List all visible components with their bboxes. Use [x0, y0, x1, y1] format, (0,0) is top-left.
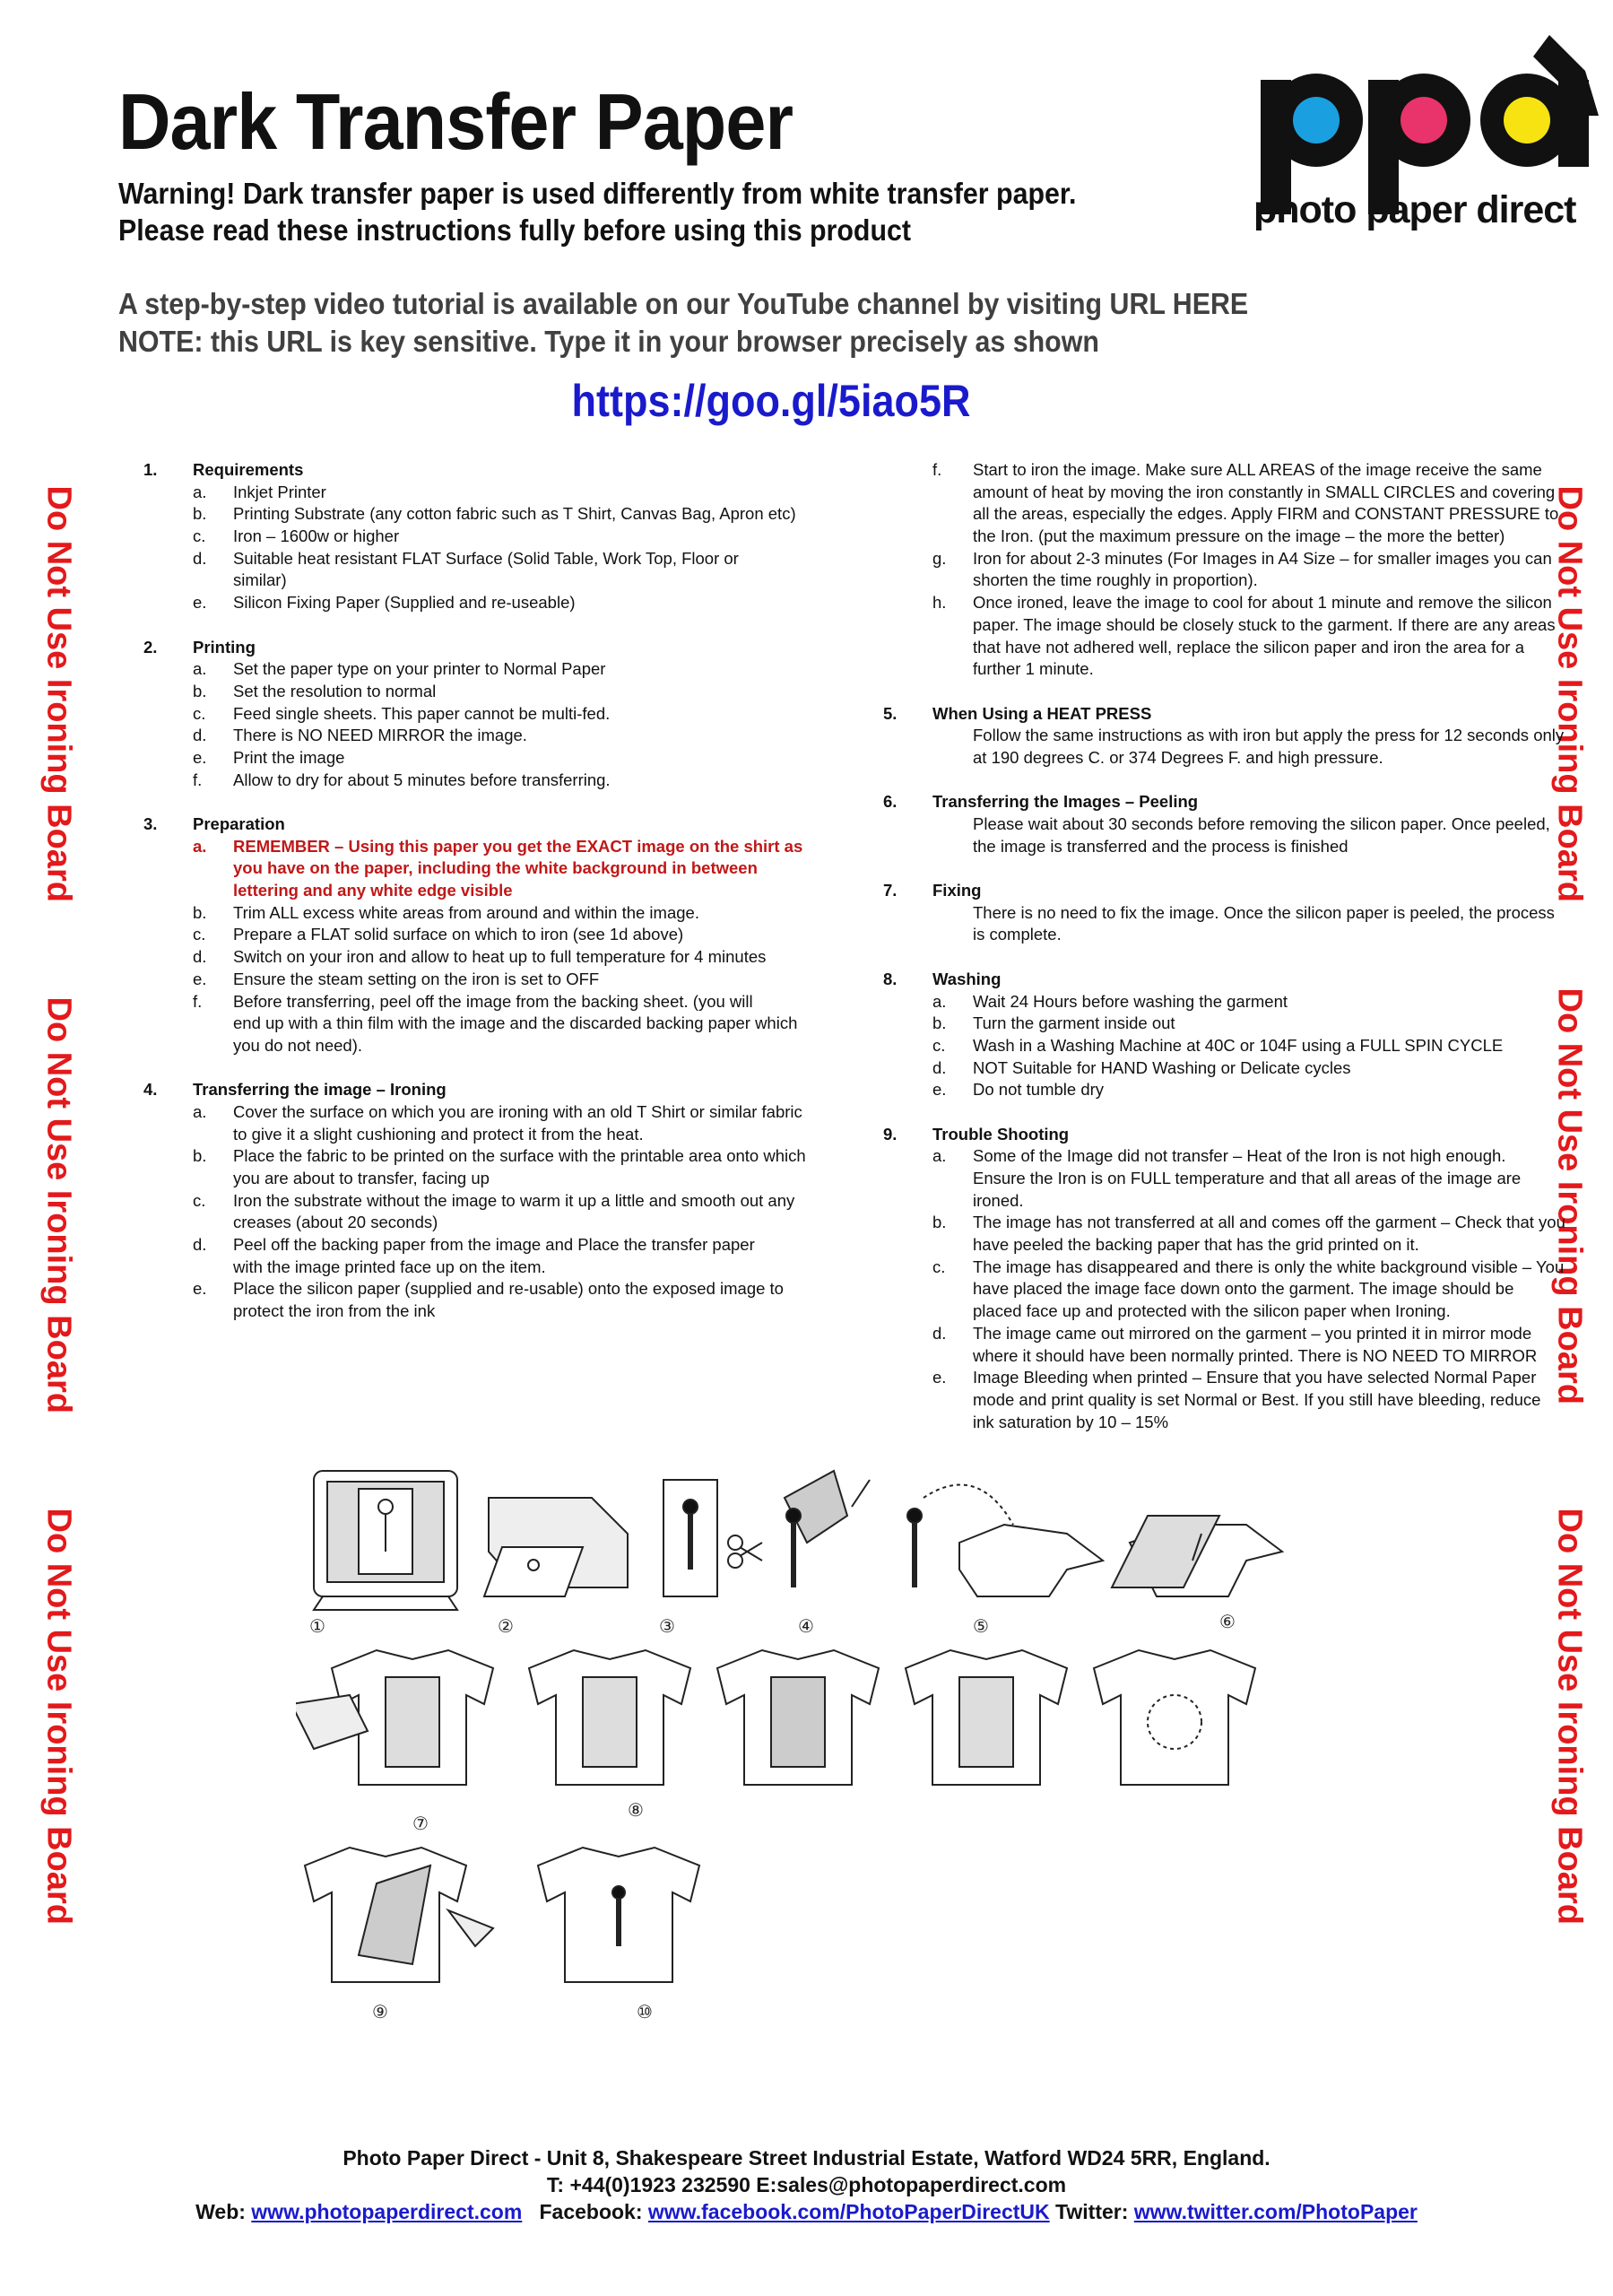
item-text: Print the image [233, 747, 345, 767]
item-text: Place the fabric to be printed on the surface with the printable area onto which [233, 1146, 806, 1166]
item-number: e. [932, 1080, 947, 1100]
instruction-line [883, 770, 1547, 792]
tutorial-line-1: A step-by-step video tutorial is available on our YouTube channel by visiting URL HERE [118, 287, 1249, 320]
section-heading [883, 791, 1547, 813]
side-label-right-1: Do Not Use Ironing Board [1550, 485, 1589, 902]
item-number: c. [932, 1035, 946, 1055]
instruction-line [883, 658, 1547, 681]
item-number: a. [193, 1101, 207, 1121]
item-number: e. [193, 1279, 207, 1299]
item-number: h. [932, 593, 947, 613]
instruction-line [883, 1234, 1547, 1257]
step-label-7: ⑦ [412, 1813, 429, 1834]
footer-contact: T: +44(0)1923 232590 E:sales@photopaperdirect.com [546, 2173, 1067, 2196]
item-number: c. [193, 703, 206, 723]
instruction-line [883, 1278, 1547, 1300]
item-text: paper. The image should be closely stuck to the garment. If there are any areas [973, 614, 1556, 634]
item-number: b. [193, 504, 207, 524]
item-text: Wash in a Washing Machine at 40C or 104F using a FULL SPIN CYCLE [973, 1035, 1504, 1055]
instruction-line [883, 570, 1547, 592]
item-text: There is NO NEED MIRROR the image. [233, 726, 527, 745]
item-text: Silicon Fixing Paper (Supplied and re-useable) [233, 593, 576, 613]
page-title: Dark Transfer Paper [118, 77, 793, 166]
instruction-line [143, 548, 825, 570]
instruction-line [143, 747, 825, 770]
instruction-line [143, 526, 825, 548]
step-1-monitor [314, 1471, 457, 1610]
item-number: a. [932, 1146, 947, 1166]
item-number: d. [193, 548, 207, 568]
item-text: similar) [233, 570, 287, 590]
instruction-line [143, 791, 825, 813]
side-label-left-2: Do Not Use Ironing Board [39, 996, 78, 1413]
instruction-line [883, 1257, 1565, 1279]
item-text: Suitable heat resistant FLAT Surface (Solid Table, Work Top, Floor or [233, 548, 739, 568]
instruction-line [143, 725, 825, 747]
item-text: all the areas, especially the edges. Apply FIRM and CONSTANT PRESSURE to [973, 504, 1559, 524]
item-text: placed face up and protected with the silicon paper when Ironing. [973, 1301, 1451, 1321]
item-text: Transferring the Images – Peeling [932, 792, 1199, 812]
instruction-line [143, 902, 825, 925]
footer-facebook-label: Facebook: [522, 2200, 648, 2223]
instruction-line [143, 1057, 825, 1080]
item-text: Set the resolution to normal [233, 681, 437, 700]
instruction-line [143, 1300, 825, 1323]
section-heading [883, 1124, 1547, 1146]
item-number: c. [932, 1257, 946, 1276]
item-text: Iron for about 2-3 minutes (For Images in A4 Size – for smaller images you can [973, 548, 1552, 568]
item-number: c. [193, 526, 206, 546]
instruction-line [883, 1013, 1547, 1035]
item-text: The image came out mirrored on the garment – you printed it in mirror mode [973, 1323, 1532, 1343]
instruction-line [883, 482, 1556, 504]
step-3-cut [663, 1480, 762, 1596]
instruction-line [143, 703, 825, 726]
step-label-4: ④ [798, 1615, 814, 1637]
instruction-line [143, 924, 825, 946]
instruction-line [143, 503, 825, 526]
instruction-line [143, 969, 825, 991]
footer-web-label: Web: [195, 2200, 252, 2223]
instruction-line [883, 747, 1547, 770]
instruction-line [883, 813, 1550, 836]
instruction-line [883, 526, 1547, 548]
section-heading [883, 969, 1547, 991]
item-text: Transferring the image – Ironing [193, 1080, 447, 1100]
item-text: further 1 minute. [973, 659, 1094, 679]
item-text: The image has disappeared and there is only the white background visible – You [973, 1257, 1565, 1276]
item-number: b. [932, 1013, 947, 1033]
section-heading [883, 703, 1547, 726]
instruction-line [883, 681, 1547, 703]
item-number: f. [193, 991, 203, 1011]
instruction-line [143, 1101, 825, 1124]
item-number: 2. [143, 637, 158, 657]
item-text: NOT Suitable for HAND Washing or Delicate cycles [973, 1057, 1351, 1077]
item-number: f. [193, 770, 203, 789]
item-number: 9. [883, 1124, 898, 1144]
item-text: shorten the time roughly in proportion). [973, 570, 1258, 590]
item-text: Cover the surface on which you are ironing with an old T Shirt or similar fabric [233, 1101, 802, 1121]
item-text: Allow to dry for about 5 minutes before transferring. [233, 770, 611, 789]
instruction-line [883, 1300, 1547, 1323]
instruction-line [143, 614, 825, 637]
item-text: to give it a slight cushioning and protect it from the heat. [233, 1124, 644, 1144]
item-number: d. [932, 1057, 947, 1077]
instruction-line [883, 1323, 1547, 1345]
instruction-line [143, 770, 825, 792]
section-heading [883, 880, 1547, 902]
item-text: the image is transferred and the process is finished [973, 836, 1349, 856]
item-text: have placed the image face down onto the garment. The image should be [973, 1279, 1514, 1299]
instruction-line [883, 1190, 1547, 1213]
item-text: Fixing [932, 881, 982, 900]
item-text: creases (about 20 seconds) [233, 1213, 438, 1232]
item-text: Trim ALL excess white areas from around and within the image. [233, 902, 699, 922]
instruction-line [143, 1234, 825, 1257]
instruction-line [883, 1057, 1547, 1080]
item-number: 7. [883, 881, 898, 900]
instruction-line [883, 991, 1547, 1013]
instruction-line [143, 991, 825, 1013]
side-label-right-2: Do Not Use Ironing Board [1550, 987, 1589, 1405]
item-text: Before transferring, peel off the image from the backing sheet. (you will [233, 991, 753, 1011]
item-text: Trouble Shooting [932, 1124, 1070, 1144]
item-number: a. [193, 836, 207, 856]
section-heading [143, 459, 825, 482]
item-number: 8. [883, 969, 898, 988]
item-text: you have on the paper, including the white background in between [233, 858, 758, 878]
item-text: Wait 24 Hours before washing the garment [973, 991, 1288, 1011]
item-text: Image Bleeding when printed – Ensure that you have selected Normal Paper [973, 1368, 1537, 1387]
item-text: where it should have been normally printed. There is NO NEED TO MIRROR [973, 1345, 1538, 1365]
item-number: b. [193, 1146, 207, 1166]
step-4-peel [785, 1471, 870, 1587]
item-text: There is no need to fix the image. Once the silicon paper is peeled, the process [973, 902, 1555, 922]
instruction-line [143, 1190, 825, 1213]
instruction-line [143, 592, 825, 614]
step-7-iron [296, 1650, 493, 1785]
step-6-silicon [1112, 1516, 1282, 1596]
item-number: b. [932, 1213, 947, 1232]
instruction-line [143, 658, 825, 681]
item-text: Switch on your iron and allow to heat up to full temperature for 4 minutes [233, 947, 767, 967]
step-label-1: ① [309, 1615, 325, 1637]
item-number: e. [193, 593, 207, 613]
instruction-line [143, 946, 825, 969]
item-number: b. [193, 681, 207, 700]
item-text: Inkjet Printer [233, 482, 326, 501]
instruction-line [883, 1389, 1547, 1412]
item-number: 3. [143, 814, 158, 833]
instruction-line [883, 503, 1559, 526]
instruction-line [143, 836, 825, 858]
logo-text: photo paper direct [1253, 188, 1576, 231]
item-text: REMEMBER – Using this paper you get the EXACT image on the shirt as [233, 836, 803, 856]
step-10-finished [538, 1848, 699, 1982]
footer-facebook-link[interactable]: www.facebook.com/PhotoPaperDirectUK [647, 2200, 1050, 2223]
item-number: 1. [143, 460, 158, 479]
instruction-line [883, 1412, 1547, 1434]
item-number: e. [193, 969, 207, 988]
footer-links [0, 2200, 1613, 2224]
item-text: Peel off the backing paper from the image and Place the transfer paper [233, 1235, 755, 1255]
item-text: Once ironed, leave the image to cool for about 1 minute and remove the silicon [973, 593, 1552, 613]
side-label-right-3: Do Not Use Ironing Board [1550, 1508, 1589, 1925]
item-number: d. [193, 947, 207, 967]
instruction-line [143, 681, 825, 703]
item-number: a. [193, 659, 207, 679]
item-text: Preparation [193, 814, 285, 833]
instruction-line [143, 880, 825, 902]
item-text: at 190 degrees C. or 374 Degrees F. and high pressure. [973, 747, 1383, 767]
instruction-line [883, 592, 1552, 614]
item-text: with the image printed face up on the item. [233, 1257, 546, 1276]
step-label-8: ⑧ [628, 1799, 644, 1821]
instruction-line [143, 1168, 825, 1190]
instruction-line [143, 1257, 825, 1279]
step-label-10: ⑩ [637, 2001, 653, 2022]
item-number: d. [193, 1235, 207, 1255]
section-heading [143, 813, 825, 836]
item-text: Ensure the Iron is on FULL temperature and that all areas of the image are [973, 1169, 1522, 1187]
item-text: Washing [932, 969, 1002, 988]
footer-web-link[interactable]: www.photopaperdirect.com [251, 2200, 523, 2223]
instruction-line [883, 902, 1555, 925]
item-number: g. [932, 548, 947, 568]
item-text: is complete. [973, 925, 1062, 944]
item-text: Turn the garment inside out [973, 1013, 1175, 1033]
step-8-ironing-shirts [529, 1650, 1255, 1785]
item-text: mode and print quality is set Normal or Best. If you still have bleeding, reduce [973, 1389, 1541, 1409]
instruction-line [883, 924, 1547, 946]
item-text: When Using a HEAT PRESS [932, 703, 1152, 723]
instruction-line [143, 1212, 825, 1234]
item-text: you do not need). [233, 1035, 362, 1055]
instruction-line [883, 1145, 1547, 1168]
instruction-line [883, 459, 1547, 482]
item-text: Feed single sheets. This paper cannot be multi-fed. [233, 703, 611, 723]
item-text: ink saturation by 10 – 15% [973, 1412, 1169, 1431]
item-text: Prepare a FLAT solid surface on which to iron (see 1d above) [233, 925, 684, 944]
item-text: that have not adhered well, replace the silicon paper and iron the area for a [973, 637, 1525, 657]
item-text: Follow the same instructions as with iron but apply the press for 12 seconds only [973, 726, 1565, 745]
item-number: b. [193, 902, 207, 922]
instruction-line [883, 1079, 1547, 1101]
step-label-5: ⑤ [973, 1615, 989, 1637]
instruction-line [883, 1345, 1547, 1368]
step-label-2: ② [498, 1615, 514, 1637]
section-heading [143, 637, 825, 659]
item-number: 6. [883, 792, 898, 812]
instruction-line [883, 637, 1547, 659]
instructions-right-column [883, 459, 1565, 1433]
step-2-printer [484, 1498, 628, 1596]
instruction-line [883, 1367, 1547, 1389]
item-text: Printing [193, 637, 256, 657]
instruction-line [143, 570, 825, 592]
warning-line-1: Warning! Dark transfer paper is used differently from white transfer paper. [118, 177, 1077, 210]
item-number: a. [193, 482, 207, 501]
footer-address: Photo Paper Direct - Unit 8, Shakespeare Street Industrial Estate, Watford WD24 5RR, England. [343, 2146, 1270, 2170]
step-5-position [907, 1484, 1103, 1596]
instruction-line [883, 1101, 1547, 1124]
item-text: you are about to transfer, facing up [233, 1169, 490, 1187]
instruction-line [143, 857, 825, 880]
item-number: e. [932, 1368, 947, 1387]
item-number: f. [932, 460, 942, 479]
item-number: c. [193, 925, 206, 944]
instructions-left-column [143, 459, 825, 1323]
item-text: Ensure the steam setting on the iron is set to OFF [233, 969, 600, 988]
side-label-left-1: Do Not Use Ironing Board [39, 485, 78, 902]
item-text: Do not tumble dry [973, 1080, 1105, 1100]
instruction-line [143, 1124, 825, 1146]
step-label-3: ③ [659, 1615, 675, 1637]
item-number: a. [932, 991, 947, 1011]
item-text: Start to iron the image. Make sure ALL AREAS of the image receive the same [973, 460, 1542, 479]
item-text: protect the iron from the ink [233, 1301, 436, 1321]
item-text: Iron – 1600w or higher [233, 526, 400, 546]
section-heading [143, 1079, 825, 1101]
item-text: Iron the substrate without the image to warm it up a little and smooth out any [233, 1190, 795, 1210]
item-text: lettering and any white edge visible [233, 881, 513, 900]
item-text: Some of the Image did not transfer – Heat of the Iron is not high enough. [973, 1146, 1506, 1166]
instruction-line [143, 1035, 825, 1057]
tutorial-line-2: NOTE: this URL is key sensitive. Type it in your browser precisely as shown [118, 325, 1099, 358]
item-number: d. [193, 726, 207, 745]
instruction-line [143, 1278, 825, 1300]
footer-twitter-label: Twitter: [1049, 2200, 1134, 2223]
item-text: Place the silicon paper (supplied and re-usable) onto the exposed image to [233, 1279, 784, 1299]
instruction-line [883, 1035, 1547, 1057]
item-text: Please wait about 30 seconds before removing the silicon paper. Once peeled, [973, 814, 1550, 833]
instruction-line [883, 1212, 1565, 1234]
instruction-line [143, 1145, 825, 1168]
tutorial-url[interactable]: https://goo.gl/5iao5R [571, 376, 971, 426]
transfer-steps-diagram [296, 1462, 1390, 2027]
instruction-line [883, 857, 1547, 880]
footer-twitter-link[interactable]: www.twitter.com/PhotoPaper [1133, 2200, 1418, 2223]
item-text: have peeled the backing paper that has the grid printed on it. [973, 1235, 1419, 1255]
item-number: e. [193, 747, 207, 767]
item-number: 4. [143, 1080, 158, 1100]
instruction-line [143, 482, 825, 504]
instruction-line [883, 548, 1552, 570]
item-number: c. [193, 1190, 206, 1210]
instruction-line [143, 1013, 825, 1035]
instruction-line [883, 725, 1565, 747]
instruction-line [883, 836, 1547, 858]
instruction-line [883, 1168, 1547, 1190]
side-label-left-3: Do Not Use Ironing Board [39, 1508, 78, 1925]
item-number: d. [932, 1323, 947, 1343]
step-9-peel-silicon [305, 1848, 493, 1982]
item-number: 5. [883, 703, 898, 723]
item-text: amount of heat by moving the iron constantly in SMALL CIRCLES and covering [973, 482, 1556, 501]
item-text: end up with a thin film with the image and the discarded backing paper which [233, 1013, 798, 1033]
item-text: The image has not transferred at all and comes off the garment – Check that you [973, 1213, 1565, 1232]
warning-line-2: Please read these instructions fully before using this product [118, 213, 912, 247]
step-label-9: ⑨ [372, 2001, 388, 2022]
item-text: ironed. [973, 1190, 1024, 1210]
step-label-6: ⑥ [1219, 1611, 1236, 1632]
item-text: Set the paper type on your printer to Normal Paper [233, 659, 606, 679]
instruction-line [883, 946, 1547, 969]
item-text: Printing Substrate (any cotton fabric such as T Shirt, Canvas Bag, Apron etc) [233, 504, 796, 524]
item-text: the Iron. (put the maximum pressure on the image – the more the better) [973, 526, 1505, 546]
instruction-line [883, 614, 1556, 637]
item-text: Requirements [193, 460, 304, 479]
